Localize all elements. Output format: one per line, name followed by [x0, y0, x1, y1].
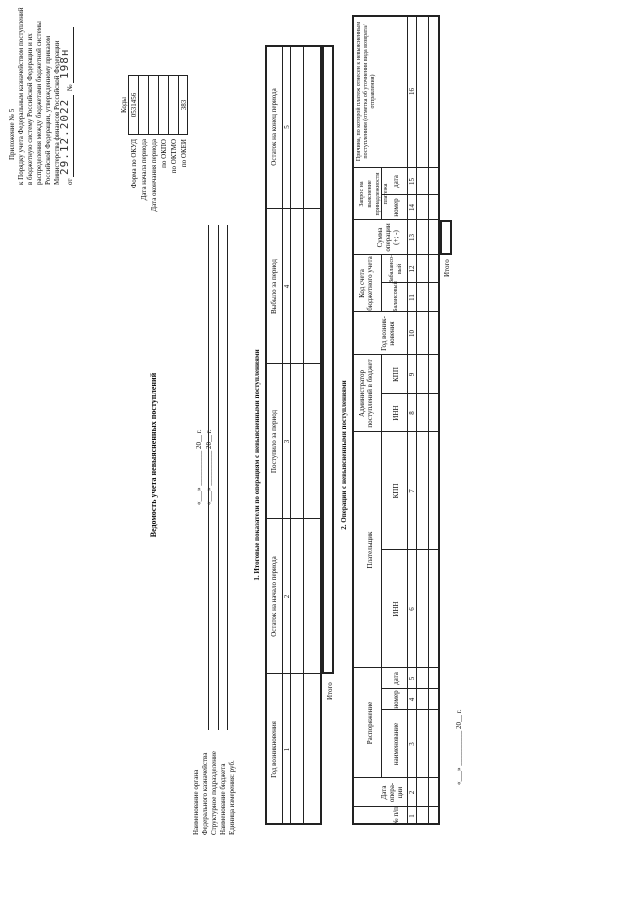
s2-h-offbalance: Забалансо-вый [389, 255, 403, 283]
s2-h-order-date: дата [392, 672, 400, 685]
s2-h-req-number: номер [392, 198, 400, 217]
s2-n11: 11 [408, 294, 416, 301]
s2-h-year: Год возник-новения [380, 316, 396, 351]
codes-header: Коды [120, 97, 128, 113]
okpo-label: по ОКПО [160, 139, 168, 168]
s1-n5: 5 [283, 125, 291, 129]
appendix-line-3: распределения между бюджетами бюджетной системы [35, 21, 43, 185]
s1-n4: 4 [283, 284, 291, 289]
s1-n3: 3 [283, 439, 291, 444]
okei-label: по ОКЕИ [180, 139, 188, 168]
document-title: Ведомость учета невыясненных поступлений [149, 372, 158, 538]
s1-n2: 2 [283, 594, 291, 599]
s2-n9: 9 [408, 372, 416, 377]
footer-date: «___» __________ 20__ г. [455, 709, 463, 785]
s2-n12: 12 [408, 265, 416, 273]
appendix-line-4: Российской Федерации, утвержденному приказом [44, 35, 52, 185]
s2-n7: 7 [408, 489, 416, 493]
s2-n3: 3 [408, 742, 416, 746]
appendix-line-5: Министерства финансов Российской Федерации [53, 40, 61, 185]
s2-h-order-name: наименование [392, 722, 400, 766]
s1-h-end: Остаток на конец периода [270, 88, 278, 166]
s2-total-cell [440, 220, 452, 255]
s2-h-req-date: дата [392, 175, 400, 188]
s2-h-sum: Сумма операции (+; -) [376, 223, 400, 252]
date-line-1: «___» __________ 20__ г. [195, 429, 203, 505]
s2-n6: 6 [408, 607, 416, 611]
s2-h-payer: Плательщик [366, 531, 374, 569]
s2-n13: 13 [408, 234, 416, 241]
req-subdivision: Структурное подразделение [210, 751, 218, 835]
s2-h-request: Запрос на выяснение принадлежности платежа [359, 172, 389, 216]
s2-h-admin-inn: ИНН [392, 405, 400, 421]
period-end-label: Дата окончания периода [150, 139, 158, 212]
s2-n14: 14 [408, 204, 416, 211]
s2-h-num: № п/п [392, 807, 400, 825]
s1-h-year: Год возникновения [270, 721, 278, 778]
s2-h-date: Дата опера-ции [380, 782, 404, 803]
s1-h-start: Остаток на начало периода [270, 556, 278, 637]
s2-n8: 8 [408, 411, 416, 415]
appendix-number-prefix: № [66, 84, 74, 91]
req-treasury: Федерального казначейства [201, 752, 209, 835]
req-organ: Наименование органа [192, 769, 200, 835]
appendix-date-prefix: от [66, 178, 74, 185]
s2-total-label: Итого [443, 259, 451, 277]
s1-total-row [322, 45, 334, 674]
s2-h-account: Код счета бюджетного учета [358, 256, 374, 311]
s2-h-admin: Администратор поступлений в бюджет [358, 359, 374, 428]
period-start-label: Дата начала периода [140, 139, 148, 201]
appendix-number: 198н [58, 48, 71, 79]
date-line-2: «___» __________ 20__ г. [205, 429, 213, 505]
s2-h-admin-kpp: КПП [392, 367, 400, 382]
s2-n4: 4 [408, 697, 416, 702]
appendix-line-1: к Порядку учета Федеральным казначейством поступлений [17, 7, 25, 185]
s2-h-order: Распоряжение [366, 701, 374, 745]
req-budget: Наименование бюджета [219, 763, 227, 835]
s2-h-order-number: номер [392, 690, 400, 709]
s2-n5: 5 [408, 676, 416, 681]
oktmo-label: по ОКТМО [170, 139, 178, 174]
s2-n1: 1 [408, 814, 416, 818]
appendix-date: 29.12.2022 [58, 98, 71, 175]
appendix-line-2: в бюджетную систему Российской Федерации и их [26, 33, 34, 185]
s1-total-label: Итого [326, 682, 334, 700]
s1-h-out: Выбыло за период [270, 259, 278, 314]
okud-label: Форма по ОКУД [130, 139, 138, 189]
s2-n16: 16 [408, 88, 416, 95]
s2-h-payer-kpp: КПП [392, 483, 400, 499]
section1-title: 1. Итоговые показатели по операциям с невыясненными поступлениями [253, 349, 261, 581]
section2-title: 2. Операции с невыясненными поступлениями [340, 380, 348, 530]
appendix-title: Приложение № 5 [8, 108, 16, 160]
okud-value: 0531456 [130, 92, 138, 118]
s2-h-payer-inn: ИНН [392, 601, 400, 617]
s2-n15: 15 [408, 178, 416, 185]
okei-value: 383 [180, 99, 188, 111]
s1-h-in: Поступило за период [270, 409, 278, 474]
s2-n10: 10 [408, 330, 416, 337]
s2-h-balance: Балансовый [393, 281, 399, 312]
s2-n2: 2 [408, 790, 416, 795]
s2-h-reason: Причина, по которой платеж отнесен к невыясненным поступлениям (отметка об уточнении вида возврата/ отправления) [356, 21, 376, 162]
s1-n1: 1 [283, 747, 291, 752]
req-unit: Единица измерения: руб. [228, 760, 236, 835]
